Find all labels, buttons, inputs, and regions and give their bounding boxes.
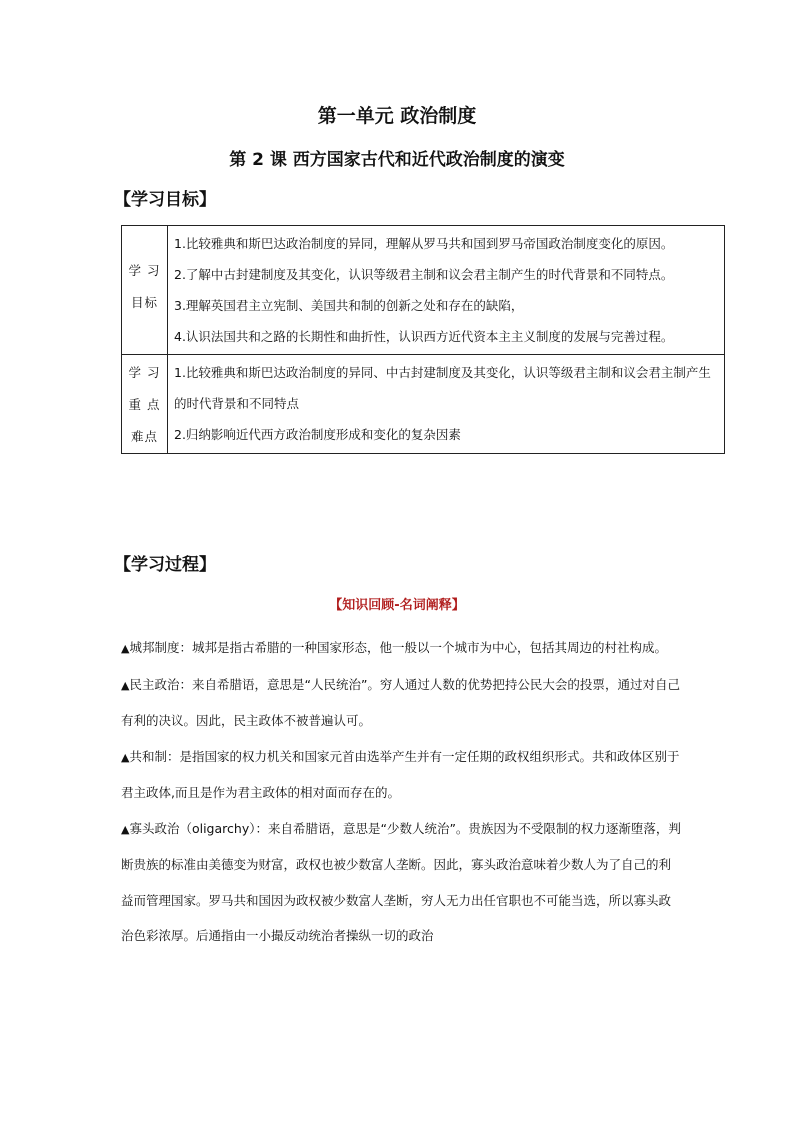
glossary-entry (121, 811, 681, 954)
table-row (122, 226, 725, 355)
glossary-definition: 来自希腊语，意思是“少数人统治”。贵族因为不受限制的权力逐渐堕落，判断贵族的标准由美德变为财富，政权也被少数富人垄断。因此，寡头政治意味着少数人为了自己的利益而管理国家。罗马共和国因为政权被少数富人垄断，穷人无力出任官职也不可能当选，所以寡头政治色彩浓厚。后通指由一小撮反动统治者操纵一切的政治 (121, 820, 681, 943)
keypoints-content-cell (168, 355, 725, 454)
glossary-term: 寡头政治（oligarchy）： (129, 820, 268, 836)
keypoints-label-line2: 重 点 (128, 397, 161, 412)
lesson-title: 第 2 课 西方国家古代和近代政治制度的演变 (229, 150, 565, 170)
triangle-bullet-icon: ▲ (121, 678, 130, 692)
glossary-term: 城邦制度： (129, 640, 192, 655)
triangle-bullet-icon: ▲ (121, 642, 130, 655)
learning-goals-table (121, 225, 725, 454)
glossary-entry (121, 739, 681, 811)
keypoint-item-1: 1.比较雅典和斯巴达政治制度的异同、中古封建制度及其变化，认识等级君主制和议会君主制产生的时代背景和不同特点 (174, 365, 711, 411)
goal-item-4: 4.认识法国共和之路的长期性和曲折性，认识西方近代资本主主义制度的发展与完善过程。 (174, 329, 674, 344)
glossary-entry (121, 667, 681, 739)
goal-item-2: 2.了解中古封建制度及其变化，认识等级君主制和议会君主制产生的时代背景和不同特点。 (174, 267, 674, 282)
glossary-definition: 城邦是指古希腊的一种国家形态，他一般以一个城市为中心，包括其周边的村社构成。 (191, 640, 667, 655)
glossary-definition: 是指国家的权力机关和国家元首由选举产生并有一定任期的政权组织形式。共和政体区别于君主政体,而且是作为君主政体的相对面而存在的。 (121, 748, 680, 800)
glossary-heading: 【知识回顾-名词阐释】 (329, 598, 465, 613)
goals-label-cell (122, 226, 168, 355)
glossary-entry (121, 630, 681, 667)
keypoint-item-2: 2.归纳影响近代西方政治制度形成和变化的复杂因素 (174, 427, 461, 442)
learning-process-heading: 【学习过程】 (114, 555, 216, 575)
triangle-bullet-icon: ▲ (121, 822, 130, 836)
keypoints-label-cell (122, 355, 168, 454)
goals-label-line1: 学 习 (128, 263, 161, 278)
keypoints-label-line1: 学 习 (128, 365, 161, 380)
triangle-bullet-icon: ▲ (121, 750, 130, 764)
glossary-list (121, 630, 681, 954)
glossary-term: 共和制： (129, 748, 180, 764)
goals-content-cell (168, 226, 725, 355)
unit-title: 第一单元 政治制度 (317, 105, 477, 127)
table-row (122, 355, 725, 454)
keypoints-label-line3: 难点 (130, 429, 158, 444)
glossary-term: 民主政治： (129, 676, 192, 692)
goal-item-1: 1.比较雅典和斯巴达政治制度的异同，理解从罗马共和国到罗马帝国政治制度变化的原因。 (174, 236, 674, 251)
learning-goals-heading: 【学习目标】 (114, 190, 216, 210)
glossary-definition: 来自希腊语，意思是“人民统治”。穷人通过人数的优势把持公民大会的投票，通过对自己有利的决议。因此，民主政体不被普遍认可。 (121, 676, 680, 728)
goal-item-3: 3.理解英国君主立宪制、美国共和制的创新之处和存在的缺陷， (174, 298, 524, 313)
goals-label-line2: 目标 (130, 295, 158, 310)
